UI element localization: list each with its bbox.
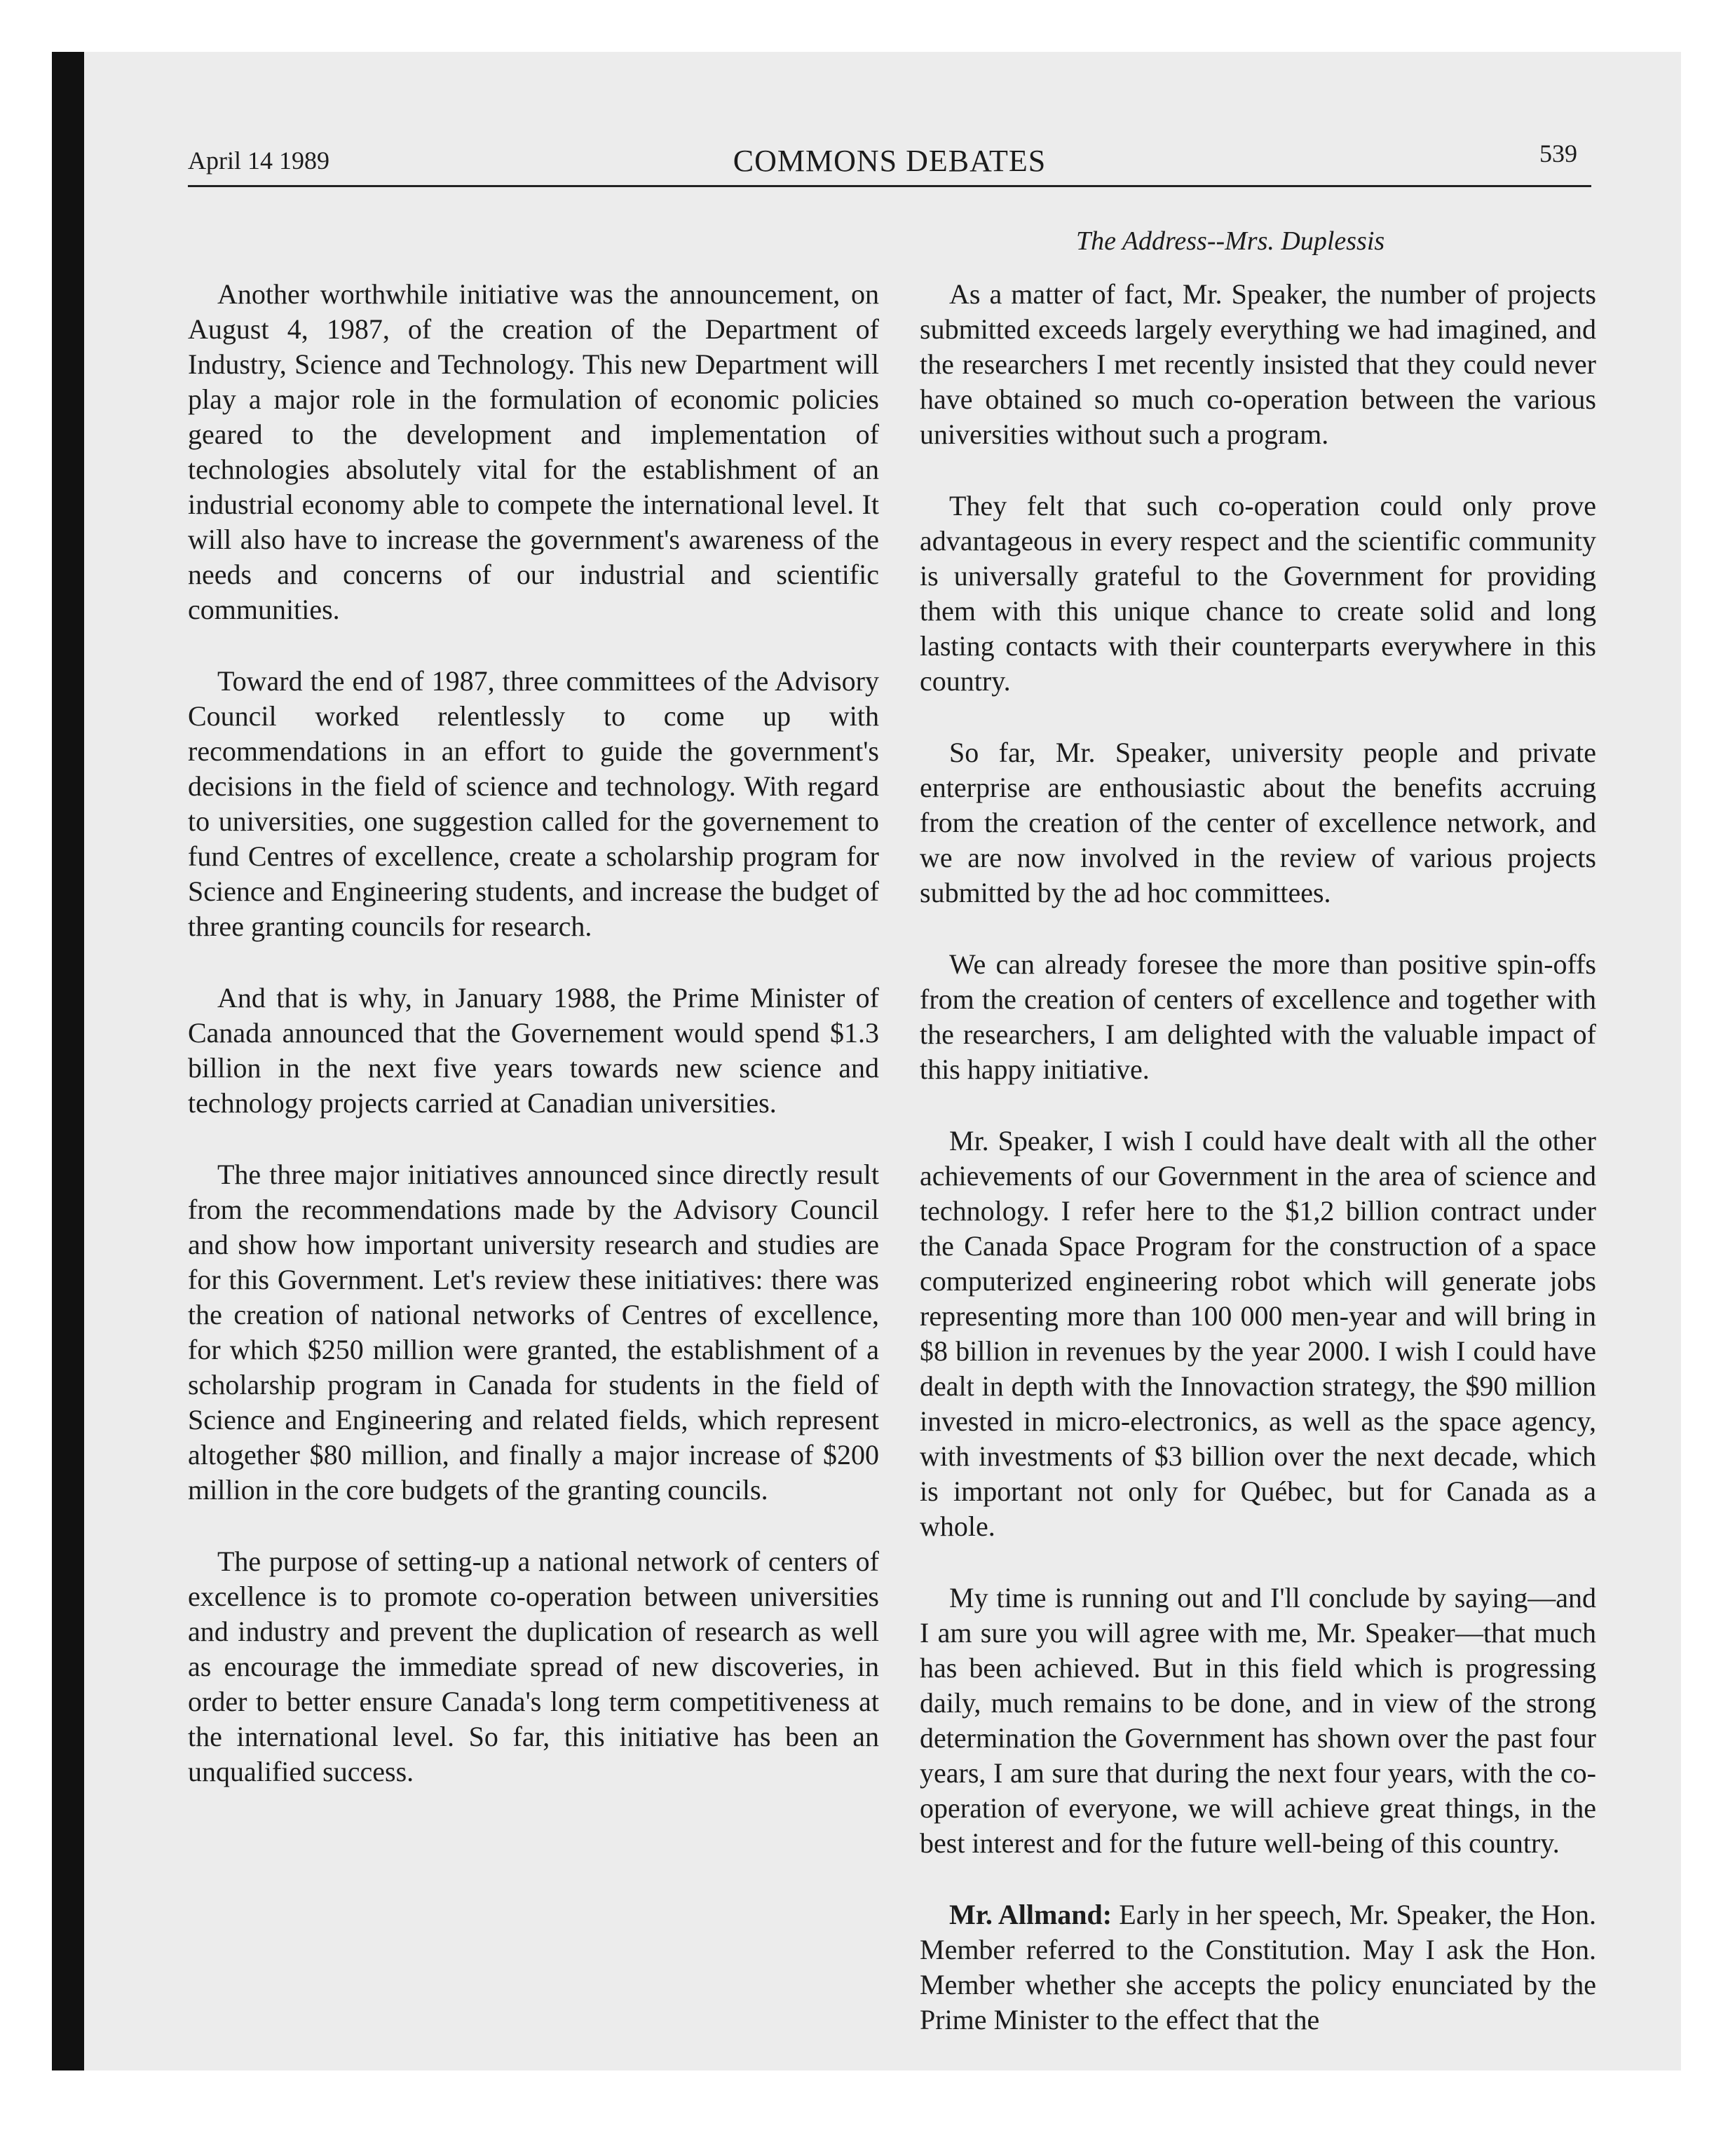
paragraph: As a matter of fact, Mr. Speaker, the number of projects submitted exceeds largely everything we had imagined, and the researchers I met recently insisted that they could never have obtained so much co-operation between the various universities without such a program.: [920, 278, 1596, 450]
left-column: [188, 277, 879, 1789]
scan-binding-edge: [52, 52, 84, 2070]
header-date: April 14 1989: [188, 146, 329, 175]
right-column: [920, 277, 1596, 2038]
paragraph: My time is running out and I'll conclude by saying—and I am sure you will agree with me, Mr. Speaker—that much has been achieved. But in this field which is progressing daily, much remains to be done, and in view of the strong determination the Government has shown over the past four years, I am sure that during the next four years, with the co-operation of everyone, we will achieve great things, in the best interest and for the future well-being of this country.: [920, 1582, 1596, 1859]
speaker-paragraph: [920, 1897, 1596, 2038]
paragraph: Toward the end of 1987, three committees of the Advisory Council worked relentlessly to come up with recommendations in an effort to guide the government's decisions in the field of science and technology. With regard to universities, one suggestion called for the governement to fund Centres of excellence, create a scholarship program for Science and Engineering students, and increase the budget of three granting councils for research.: [188, 665, 879, 942]
speaker-text: Early in her speech, Mr. Speaker, the Hon. Member referred to the Constitution. May I ask the Hon. Member whether she accepts the policy enunciated by the Prime Minister to the effect that the: [920, 1899, 1596, 2035]
paragraph: They felt that such co-operation could only prove advantageous in every respect and the scientific community is universally grateful to the Government for providing them with this unique chance to create solid and long lasting contacts with their counterparts everywhere in this country.: [920, 490, 1596, 697]
paragraph: Another worthwhile initiative was the announcement, on August 4, 1987, of the creation of the Department of Industry, Science and Technology. This new Department will play a major role in the formulation of economic policies geared to the development and implementation of technologies absolutely vital for the establishment of an industrial economy able to compete the international level. It will also have to increase the government's awareness of the needs and concerns of our industrial and scientific communities.: [188, 278, 879, 625]
header-page-number: 539: [1539, 139, 1577, 168]
paragraph: The purpose of setting-up a national network of centers of excellence is to promote co-operation between universities and industry and prevent the duplication of research as well as encourage the immediate spread of new discoveries, in order to better ensure Canada's long term competitiveness at the international level. So far, this initiative has been an unqualified success.: [188, 1546, 879, 1787]
paragraph: And that is why, in January 1988, the Prime Minister of Canada announced that the Governement would spend $1.3 billion in the next five years towards new science and technology projects carried at Canadian universities.: [188, 982, 879, 1119]
paragraph: We can already foresee the more than positive spin-offs from the creation of centers of excellence and together with the researchers, I am delighted with the valuable impact of this happy initiative.: [920, 948, 1596, 1085]
paragraph: Mr. Speaker, I wish I could have dealt with all the other achievements of our Government in the area of science and technology. I refer here to the $1,2 billion contract under the Canada Space Program for the construction of a space computerized engineering robot which will generate jobs representing more than 100 000 men-year and will bring in $8 billion in revenues by the year 2000. I wish I could have dealt in depth with the Innovaction strategy, the $90 million invested in micro-electronics, as well as the space agency, with investments of $3 billion over the next decade, which is important not only for Québec, but for Canada as a whole.: [920, 1125, 1596, 1542]
speaker-name: Mr. Allmand:: [949, 1899, 1113, 1930]
running-title: The Address--Mrs. Duplessis: [1076, 226, 1385, 256]
paragraph: So far, Mr. Speaker, university people and private enterprise are enthousiastic about the benefits accruing from the creation of the center of excellence network, and we are now involved in the review of various projects submitted by the ad hoc committees.: [920, 737, 1596, 908]
page-header: [188, 139, 1591, 187]
header-journal-title: COMMONS DEBATES: [733, 144, 1047, 178]
paragraph: The three major initiatives announced since directly result from the recommendations made by the Advisory Council and show how important university research and studies are for this Government. Let's review these initiatives: there was the creation of national networks of Centres of excellence, for which $250 million were granted, the establishment of a scholarship program in Canada for students in the field of Science and Engineering and related fields, which represent altogether $80 million, and finally a major increase of $200 million in the core budgets of the granting councils.: [188, 1159, 879, 1506]
